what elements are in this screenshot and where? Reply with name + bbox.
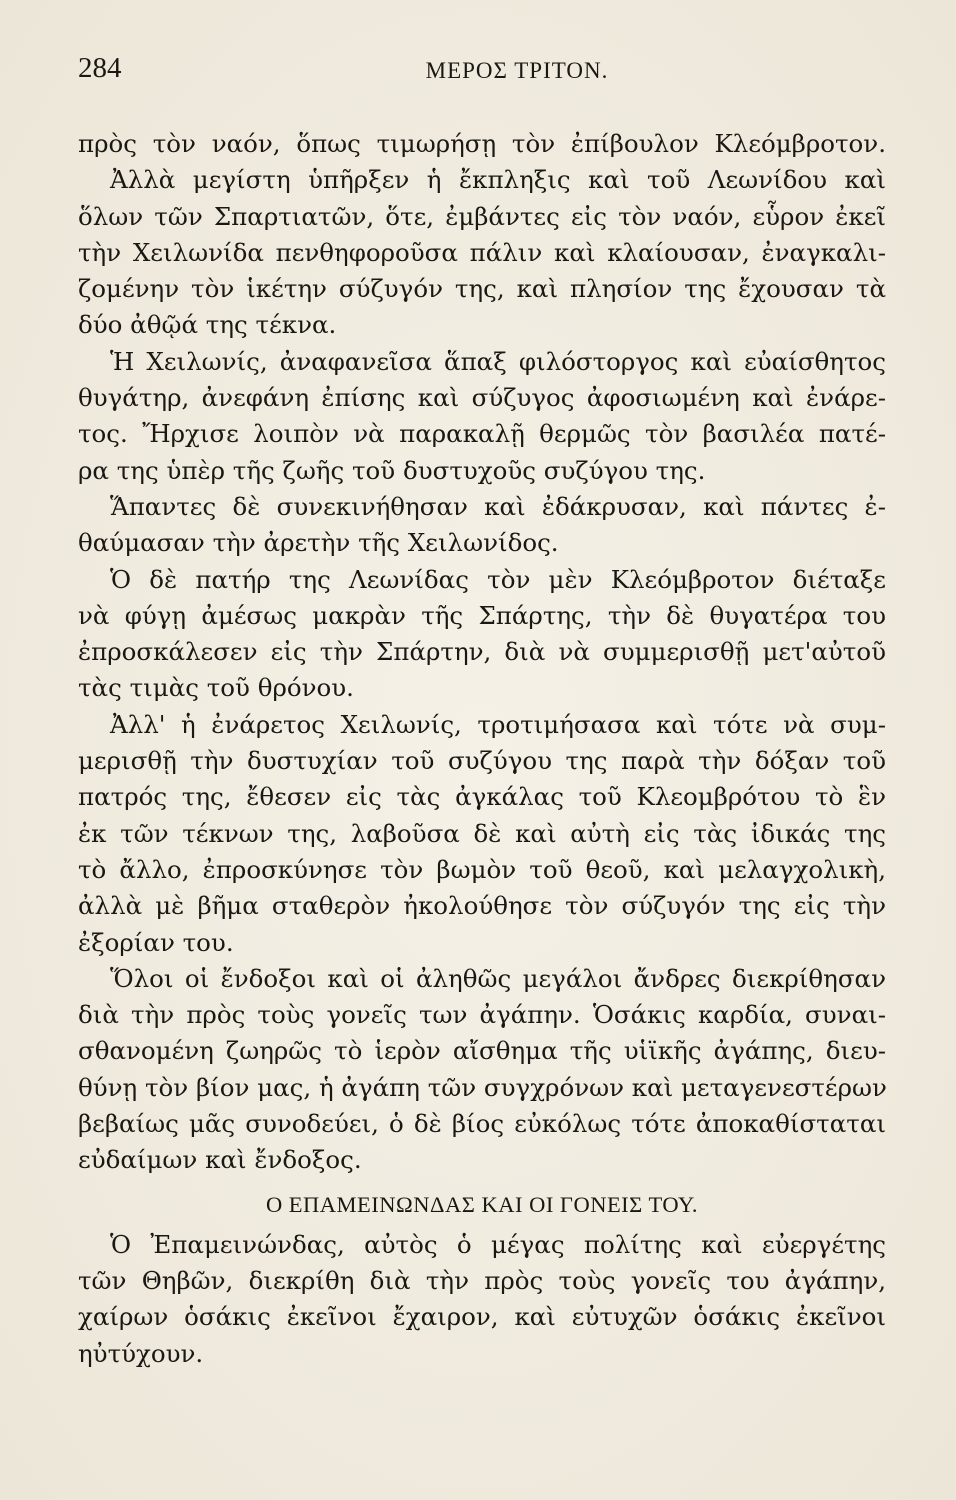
text-line: ἐκ τῶν τέκνων της, λαβοῦσα δὲ καὶ αὐτὴ εἰς τὰς ἰδικάς της <box>78 818 886 848</box>
page-number: 284 <box>78 52 122 84</box>
text-line: τὴν Χειλωνίδα πενθηφοροῦσα πάλιν καὶ κλαίουσαν, ἐναγκαλι- <box>78 237 886 267</box>
text-line: τος. Ἤρχισε λοιπὸν νὰ παρακαλῇ θερμῶς τὸν βασιλέα πατέ- <box>78 419 886 449</box>
section-heading: Ο ΕΠΑΜΕΙΝΩΝΔΑΣ ΚΑΙ ΟΙ ΓΟΝΕΙΣ ΤΟΥ. <box>265 1191 699 1217</box>
text-line: θύνῃ τὸν βίον μας, ἡ ἀγάπη τῶν συγχρόνων καὶ μεταγενεστέρων <box>78 1072 887 1102</box>
text-line: Ἡ Χειλωνίς, ἀναφανεῖσα ἅπαξ φιλόστοργος καὶ εὐαίσθητος <box>110 346 886 376</box>
text-line: τῶν Θηβῶν, διεκρίθη διὰ τὴν πρὸς τοὺς γονεῖς του ἀγάπην, <box>78 1265 886 1295</box>
page-header <box>78 52 886 102</box>
text-line: Ὅλοι οἱ ἔνδοξοι καὶ οἱ ἀληθῶς μεγάλοι ἄνδρες διεκρίθησαν <box>110 963 886 993</box>
text-line: Ἀλλὰ μεγίστη ὑπῆρξεν ἡ ἔκπληξις καὶ τοῦ Λεωνίδου καὶ <box>110 165 886 195</box>
text-line: ὅλων τῶν Σπαρτιατῶν, ὅτε, ἐμβάντες εἰς τὸν ναόν, εὗρον ἐκεῖ <box>78 201 886 231</box>
text-line: ἐπροσκάλεσεν εἰς τὴν Σπάρτην, διὰ νὰ συμμερισθῇ μετ'αὐτοῦ <box>78 637 886 667</box>
text-line: χαίρων ὁσάκις ἐκεῖνοι ἔχαιρον, καὶ εὐτυχῶν ὁσάκις ἐκεῖνοι <box>78 1302 886 1332</box>
text-line: Ἅπαντες δὲ συνεκινήθησαν καὶ ἐδάκρυσαν, καὶ πάντες ἐ- <box>110 491 886 521</box>
text-line: Ὁ Ἐπαμεινώνδας, αὐτὸς ὁ μέγας πολίτης καὶ εὐεργέτης <box>110 1229 886 1259</box>
text-line: δύο ἀθῷά της τέκνα. <box>78 310 337 340</box>
text-line: διὰ τὴν πρὸς τοὺς γονεῖς των ἀγάπην. Ὁσάκις καρδία, συναι- <box>78 1000 886 1030</box>
text-line: τὰς τιμὰς τοῦ θρόνου. <box>78 673 354 703</box>
text-line: μερισθῇ τὴν δυστυχίαν τοῦ συζύγου της παρὰ τὴν δόξαν τοῦ <box>78 746 886 776</box>
text-line: τὸ ἄλλο, ἐπροσκύνησε τὸν βωμὸν τοῦ θεοῦ, καὶ μελαγχολικὴ, <box>78 854 886 884</box>
text-line: Ἀλλ' ἡ ἐνάρετος Χειλωνίς, τροτιμήσασα καὶ τότε νὰ συμ- <box>110 709 886 739</box>
text-line: ζομένην τὸν ἱκέτην σύζυγόν της, καὶ πλησίον της ἔχουσαν τὰ <box>78 274 886 304</box>
running-head: ΜΕΡΟΣ ΤΡΙΤΟΝ. <box>425 58 609 83</box>
text-line: εὐδαίμων καὶ ἔνδοξος. <box>78 1145 362 1175</box>
text-line: πρὸς τὸν ναόν, ὅπως τιμωρήσῃ τὸν ἐπίβουλον Κλεόμβροτον. <box>78 129 886 158</box>
text-line: νὰ φύγῃ ἀμέσως μακρὰν τῆς Σπάρτης, τὴν δὲ θυγατέρα του <box>78 600 886 630</box>
text-line: ἀλλὰ μὲ βῆμα σταθερὸν ἠκολούθησε τὸν σύζυγόν της εἰς τὴν <box>78 891 886 921</box>
body-text <box>78 126 886 1372</box>
text-line: ρα της ὑπὲρ τῆς ζωῆς τοῦ δυστυχοῦς συζύγου της. <box>78 455 706 485</box>
text-line: Ὁ δὲ πατήρ της Λεωνίδας τὸν μὲν Κλεόμβροτον διέταξε <box>110 564 886 594</box>
book-page <box>78 52 886 1372</box>
text-line: ἐξορίαν του. <box>78 927 234 957</box>
text-line: βεβαίως μᾶς συνοδεύει, ὁ δὲ βίος εὐκόλως τότε ἀποκαθίσταται <box>78 1109 886 1139</box>
text-line: θυγάτηρ, ἀνεφάνη ἐπίσης καὶ σύζυγος ἀφοσιωμένη καὶ ἐνάρε- <box>78 383 886 413</box>
text-line: σθανομένη ζωηρῶς τὸ ἱερὸν αἴσθημα τῆς υἱϊκῆς ἀγάπης, διευ- <box>78 1036 886 1066</box>
text-line: ηὐτύχουν. <box>78 1338 204 1368</box>
text-line: θαύμασαν τὴν ἀρετὴν τῆς Χειλωνίδος. <box>78 528 559 558</box>
text-line: πατρός της, ἔθεσεν εἰς τὰς ἀγκάλας τοῦ Κλεομβρότου τὸ ἓν <box>78 782 886 812</box>
